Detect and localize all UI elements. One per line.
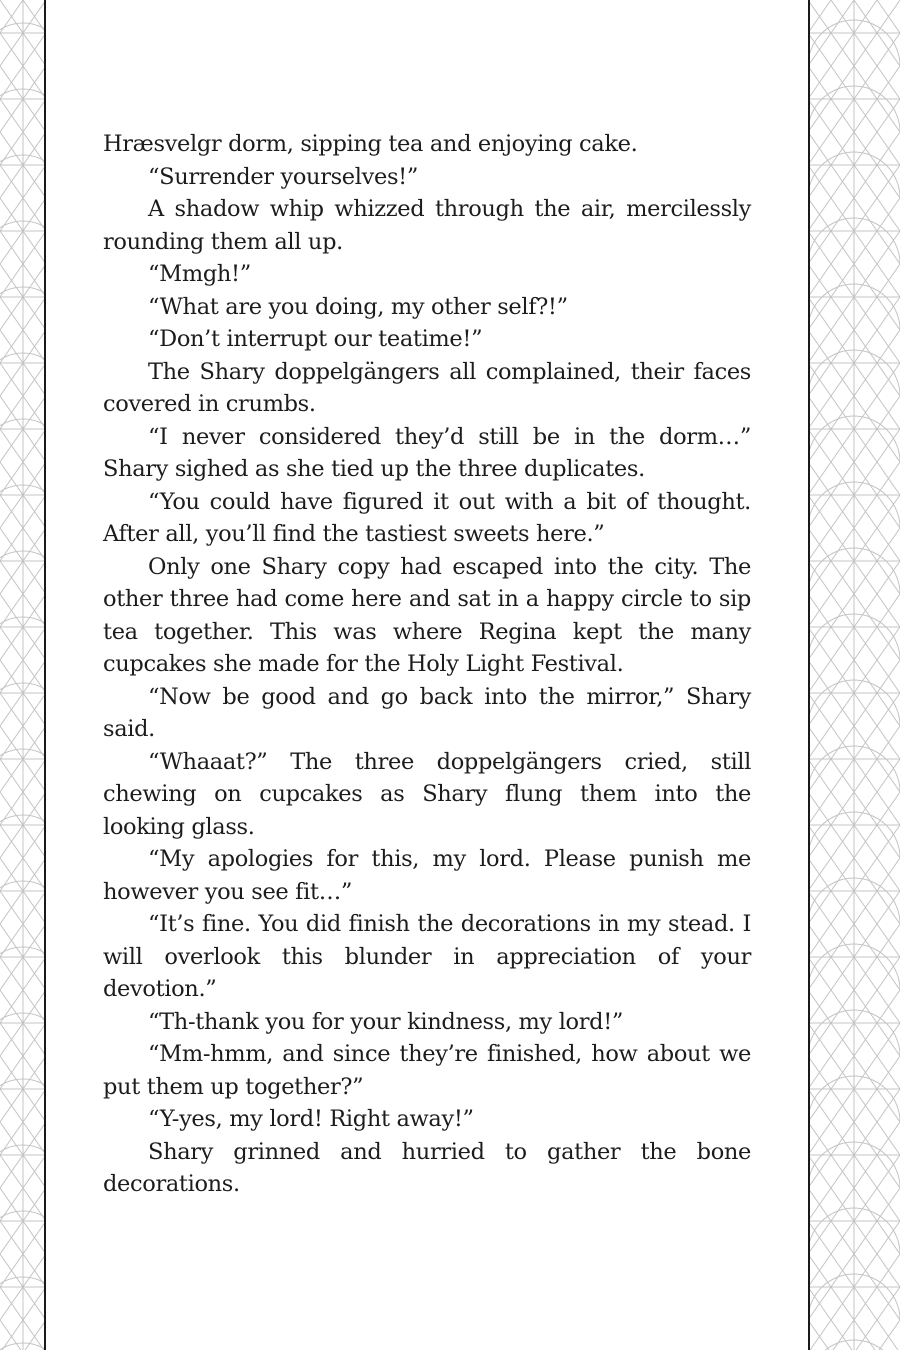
right-decorative-border	[808, 0, 900, 1350]
paragraph: “Y-yes, my lord! Right away!”	[148, 1106, 474, 1132]
paragraph: “My apologies for this, my lord. Please punish me however you see fit…”	[103, 846, 751, 905]
paragraph: “I never considered they’d still be in the dorm…” Shary sighed as she tied up the three duplicates.	[103, 423, 751, 482]
paragraph: “Don’t interrupt our teatime!”	[148, 326, 483, 352]
right-border-line	[808, 0, 810, 1350]
left-decorative-border	[0, 0, 46, 1350]
paragraph: Only one Shary copy had escaped into the city. The other three had come here and sat in a happy circle to sip tea together. This was where Regina kept the many cupcakes she made for the Holy Light Festival.	[103, 553, 751, 677]
paragraph: The Shary doppelgängers all complained, their faces covered in crumbs.	[103, 358, 751, 417]
left-border-line	[44, 0, 46, 1350]
paragraph: A shadow whip whizzed through the air, mercilessly rounding them all up.	[103, 196, 751, 255]
paragraph: “Mm-hmm, and since they’re finished, how about we put them up together?”	[103, 1041, 751, 1100]
paragraph: Hræsvelgr dorm, sipping tea and enjoying cake.	[103, 131, 638, 157]
paragraph: “Th-thank you for your kindness, my lord!”	[148, 1008, 624, 1035]
paragraph: “Now be good and go back into the mirror,” Shary said.	[103, 683, 751, 742]
paragraph: “Mmgh!”	[148, 261, 251, 287]
paragraph: “It’s fine. You did finish the decorations in my stead. I will overlook this blunder in appreciation of your devotion.”	[103, 911, 751, 1002]
paragraph: “Surrender yourselves!”	[148, 163, 418, 190]
body-text	[103, 128, 751, 1201]
paragraph: Shary grinned and hurried to gather the bone decorations.	[103, 1138, 751, 1197]
paragraph: “You could have figured it out with a bit of thought. After all, you’ll find the tastiest sweets here.”	[103, 488, 751, 547]
paragraph: “Whaaat?” The three doppelgängers cried, still chewing on cupcakes as Shary flung them into the looking glass.	[103, 748, 751, 840]
paragraph: “What are you doing, my other self?!”	[148, 293, 568, 320]
